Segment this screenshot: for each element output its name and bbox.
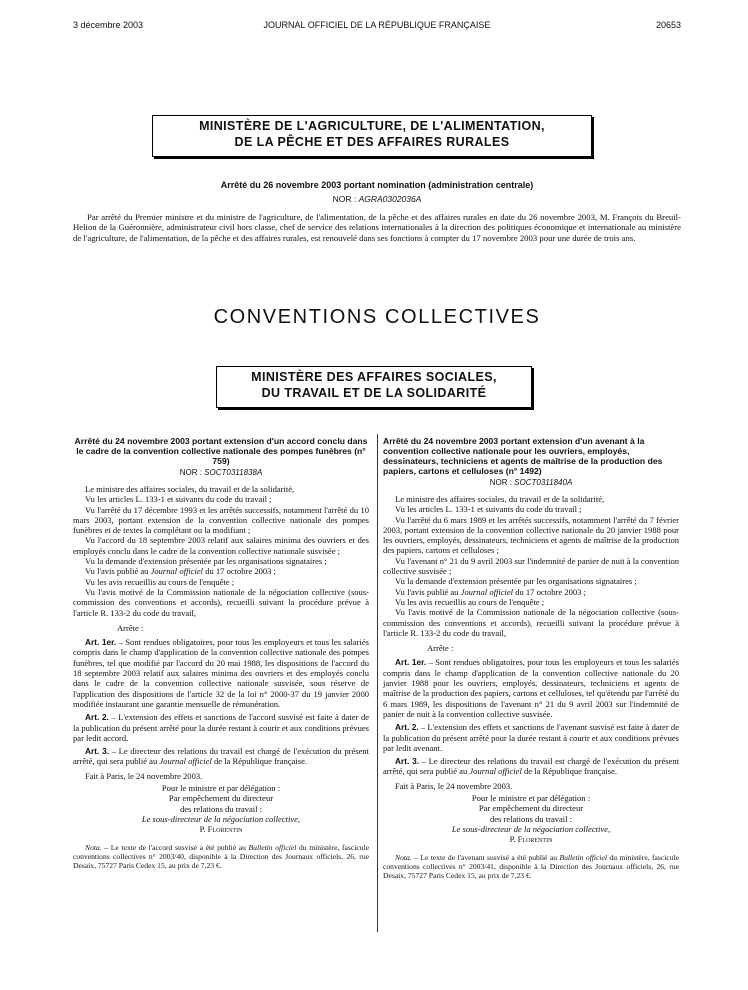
decree-nor (383, 478, 679, 488)
nor-label: NOR : (332, 194, 357, 204)
article-label: Art. 3. (85, 746, 110, 757)
nota-text: – Le texte de l'avenant susvisé a été publié au (411, 852, 560, 862)
nor-code: SOCT0311838A (204, 468, 263, 477)
article-text: – Le directeur des relations du travail est chargé de l'exécution du présent arrêté, qui sera publié au (383, 756, 680, 777)
article-label: Art. 2. (395, 722, 419, 733)
signature-block (383, 793, 679, 844)
signature-line: des relations du travail : (179, 803, 263, 814)
visa-arrete: Vu l'arrêté du 6 mars 1989 et les arrêtés successifs, notamment l'arrêté du 7 février 2003, portant extension de la convention collective nationale du 20 janvier 1988 pour les ouvriers, employés, dessinateurs, techniciens et agents de maîtrise de la production des papiers, cartons et celluloses ; (383, 514, 679, 556)
article-label: Art. 1er. (85, 637, 117, 648)
decree-title: Arrêté du 24 novembre 2003 portant extension d'un accord conclu dans le cadre de la convention collective nationale des pompes funèbres (n° 759) (74, 436, 368, 466)
article-1 (383, 657, 679, 719)
ministry-agriculture-line1: MINISTÈRE DE L'AGRICULTURE, DE L'ALIMENTATION, (199, 119, 545, 133)
nota-text: du ministère, fascicule conventions collectives n° 2003/40, disponible à la Direction des Journaux officiels, 26, rue Desaix, 75727 Paris Cedex 15, au prix de 7,23 €. (73, 842, 369, 870)
article-text: de la République française. (521, 766, 618, 777)
signature-line: Pour le ministre et par délégation : (161, 783, 281, 794)
ministry-agriculture-box (152, 115, 592, 157)
journal-officiel-ref: Journal officiel (469, 766, 522, 777)
visa-avis-publie (73, 566, 369, 576)
nota (383, 853, 679, 881)
ministry-agriculture-line2: DE LA PÊCHE ET DES AFFAIRES RURALES (234, 135, 510, 149)
bulletin-officiel-ref: Bulletin officiel (248, 842, 297, 852)
journal-officiel-ref: Journal officiel (150, 566, 204, 577)
issue-date: 3 décembre 2003 (73, 20, 144, 30)
nota-text: du ministère, fascicule conventions collectives n° 2003/41, disponible à la Direction des Journaux officiels, 26, rue Desaix, 75727 Paris Cedex 15, au prix de 7,23 €. (383, 852, 679, 880)
visa-commission: Vu l'avis motivé de la Commission nationale de la négociation collective (sous-commission des conventions et accords), recueilli suivant la procédure prévue à l'article R. 133-2 du code du travail, (383, 607, 679, 638)
journal-officiel-ref: Journal officiel (460, 586, 514, 597)
visa-avenant: Vu l'avenant n° 21 du 9 avril 2003 sur l'indemnité de panier de nuit à la convention collective susvisée ; (383, 555, 679, 577)
nota-label: Nota. (85, 842, 102, 852)
article-label: Art. 3. (395, 756, 420, 767)
decree-title: Arrêté du 24 novembre 2003 portant extension d'un avenant à la convention collective nationale pour les ouvriers, employés, dessinateurs, techniciens et agents de maîtrise de la production des papiers, cartons et celluloses (n° 1492) (383, 436, 663, 476)
fait-a-paris: Fait à Paris, le 24 novembre 2003. (395, 780, 513, 791)
signature-block (73, 783, 369, 834)
article-label: Art. 2. (85, 712, 109, 723)
arrete-label: Arrête : (427, 643, 454, 654)
visa-text: Vu l'avis publié au (85, 566, 151, 577)
running-head (73, 20, 681, 34)
visa-minister: Le ministre des affaires sociales, du travail et de la solidarité, (85, 484, 295, 494)
article-text: – Le directeur des relations du travail est chargé de l'exécution du présent arrêté, qui sera publié au (73, 746, 370, 767)
article-2 (383, 722, 679, 753)
article-2 (73, 712, 369, 743)
journal-officiel-ref: Journal officiel (159, 756, 212, 767)
decree-nomination-body: Par arrêté du Premier ministre et du ministre de l'agriculture, de l'alimentation, de la pêche et des affaires rurales en date du 26 novembre 2003, M. François du Breuil-Helion de la Guéronnière, administrateur civil hors classe, chef de service des relations internationales à la direction des politiques économique et internationale au ministère de l'agriculture, de l'alimentation, de la pêche et des affaires rurales, est renouvelé dans ses fonctions à compter du 17 novembre 2003 pour une durée de trois ans. (73, 212, 681, 243)
signature-line: Par empêchement du directeur (168, 793, 274, 804)
signature-role: Le sous-directeur de la négociation collective, (141, 813, 301, 824)
visa-demande: Vu la demande d'extension présentée par les organisations signataires ; (395, 576, 637, 587)
visa-commission: Vu l'avis motivé de la Commission nationale de la négociation collective (sous-commission des conventions et accords), recueilli suivant la procédure prévue à l'article R. 133-2 du code du travail, (73, 586, 369, 618)
article-1 (73, 637, 369, 709)
visa-code: Vu les articles L. 133-1 et suivants du code du travail ; (395, 504, 582, 515)
nota (73, 843, 369, 871)
visa-text: du 17 octobre 2003 ; (203, 566, 276, 577)
fait-a-paris: Fait à Paris, le 24 novembre 2003. (85, 770, 203, 781)
decree-nomination-nor (73, 194, 681, 204)
visa-enquete: Vu les avis recueillis au cours de l'enquête ; (85, 576, 235, 587)
page-number: 20653 (655, 20, 681, 30)
signatory-name: P. Florentin (199, 824, 243, 835)
signature-line: des relations du travail : (489, 813, 573, 824)
nota-text: – Le texte de l'accord susvisé a été publié au (101, 842, 249, 852)
column-divider (377, 434, 378, 932)
visa-demande: Vu la demande d'extension présentée par les organisations signataires ; (85, 556, 327, 567)
article-text: – L'extension des effets et sanctions de l'avenant susvisé est faite à dater de la publication du présent arrêté pour la durée restant à courir et aux conditions prévues par ledit avenant. (383, 722, 679, 753)
ministry-social-line2: DU TRAVAIL ET DE LA SOLIDARITÉ (261, 386, 487, 400)
section-title: CONVENTIONS COLLECTIVES (213, 306, 541, 328)
visa-minister: Le ministre des affaires sociales, du travail et de la solidarité, (395, 494, 605, 504)
signature-role: Le sous-directeur de la négociation collective, (451, 823, 611, 834)
arrete-label: Arrête : (117, 622, 144, 633)
signatory-name: P. Florentin (509, 834, 553, 845)
nor-code: SOCT0311840A (514, 478, 573, 487)
visa-accord: Vu l'accord du 18 septembre 2003 relatif aux salaires minima des ouvriers et des employés conclu dans le cadre de la convention collective nationale susvisée ; (73, 535, 369, 556)
decree-nor (73, 468, 369, 478)
article-label: Art. 1er. (395, 657, 427, 668)
visa-arrete: Vu l'arrêté du 17 décembre 1993 et les arrêtés successifs, notamment l'arrêté du 10 mars 2003, portant extension de la convention collective nationale des pompes funèbres et de textes la complétant ou la modifiant ; (73, 504, 369, 536)
visa-text: Vu l'avis publié au (395, 586, 461, 597)
visa-code: Vu les articles L. 133-1 et suivants du code du travail ; (85, 494, 272, 505)
nor-code: AGRA0302036A (358, 194, 422, 204)
signature-line: Par empêchement du directeur (478, 803, 584, 814)
article-3 (73, 746, 369, 767)
nor-label: NOR : (179, 468, 202, 477)
signature-line: Pour le ministre et par délégation : (471, 793, 591, 804)
journal-title: JOURNAL OFFICIEL DE LA RÉPUBLIQUE FRANÇAISE (263, 20, 491, 30)
visa-avis-publie (383, 587, 679, 597)
decree-pompes-funebres (73, 436, 369, 870)
article-text: – Sont rendues obligatoires, pour tous les employeurs et tous les salariés compris dans le champ d'application de la convention collective nationale des pompes funèbres, tel que modifié par l'accord du 20 mai 1988, les dispositions de l'accord du 18 septembre 2003 relatif aux salaires minima des ouvriers et des employés conclu dans le cadre de la convention collective nationale susvisée, sous réserve de l'application des dispositions de l'article 32 de la loi n° 2000-37 du 19 janvier 2000 modifiée instaurant une garantie mensuelle de rémunération. (73, 637, 369, 709)
article-text: – L'extension des effets et sanctions de l'accord susvisé est faite à dater de la publication du présent arrêté pour la durée restant à courir et aux conditions prévues par ledit accord. (73, 712, 370, 743)
nor-label: NOR : (489, 478, 512, 487)
ministry-social-affairs-box (216, 366, 532, 408)
nota-label: Nota. (395, 852, 412, 862)
article-text: de la République française. (211, 756, 308, 767)
article-3 (383, 756, 679, 777)
ministry-social-line1: MINISTÈRE DES AFFAIRES SOCIALES, (251, 370, 497, 384)
article-text: – Sont rendues obligatoires, pour tous les employeurs et tous les salariés compris dans le champ d'application de la convention collective nationale du 20 janvier 1988 pour les ouvriers, employés, dessinateurs, techniciens et agents de maîtrise de la production des papiers, cartons et celluloses, tel qu'étendu par l'arrêté du 6 mars 1989, les dispositions de l'avenant n° 21 du 9 avril 2003 sur l'indemnité de panier de nuit à la convention collective susvisée. (383, 657, 679, 719)
visa-enquete: Vu les avis recueillis au cours de l'enquête ; (395, 596, 545, 607)
visa-text: du 17 octobre 2003 ; (513, 586, 586, 597)
bulletin-officiel-ref: Bulletin officiel (559, 852, 607, 862)
decree-nomination-title: Arrêté du 26 novembre 2003 portant nomination (administration centrale) (220, 180, 534, 190)
decree-papiers-cartons (383, 436, 679, 880)
